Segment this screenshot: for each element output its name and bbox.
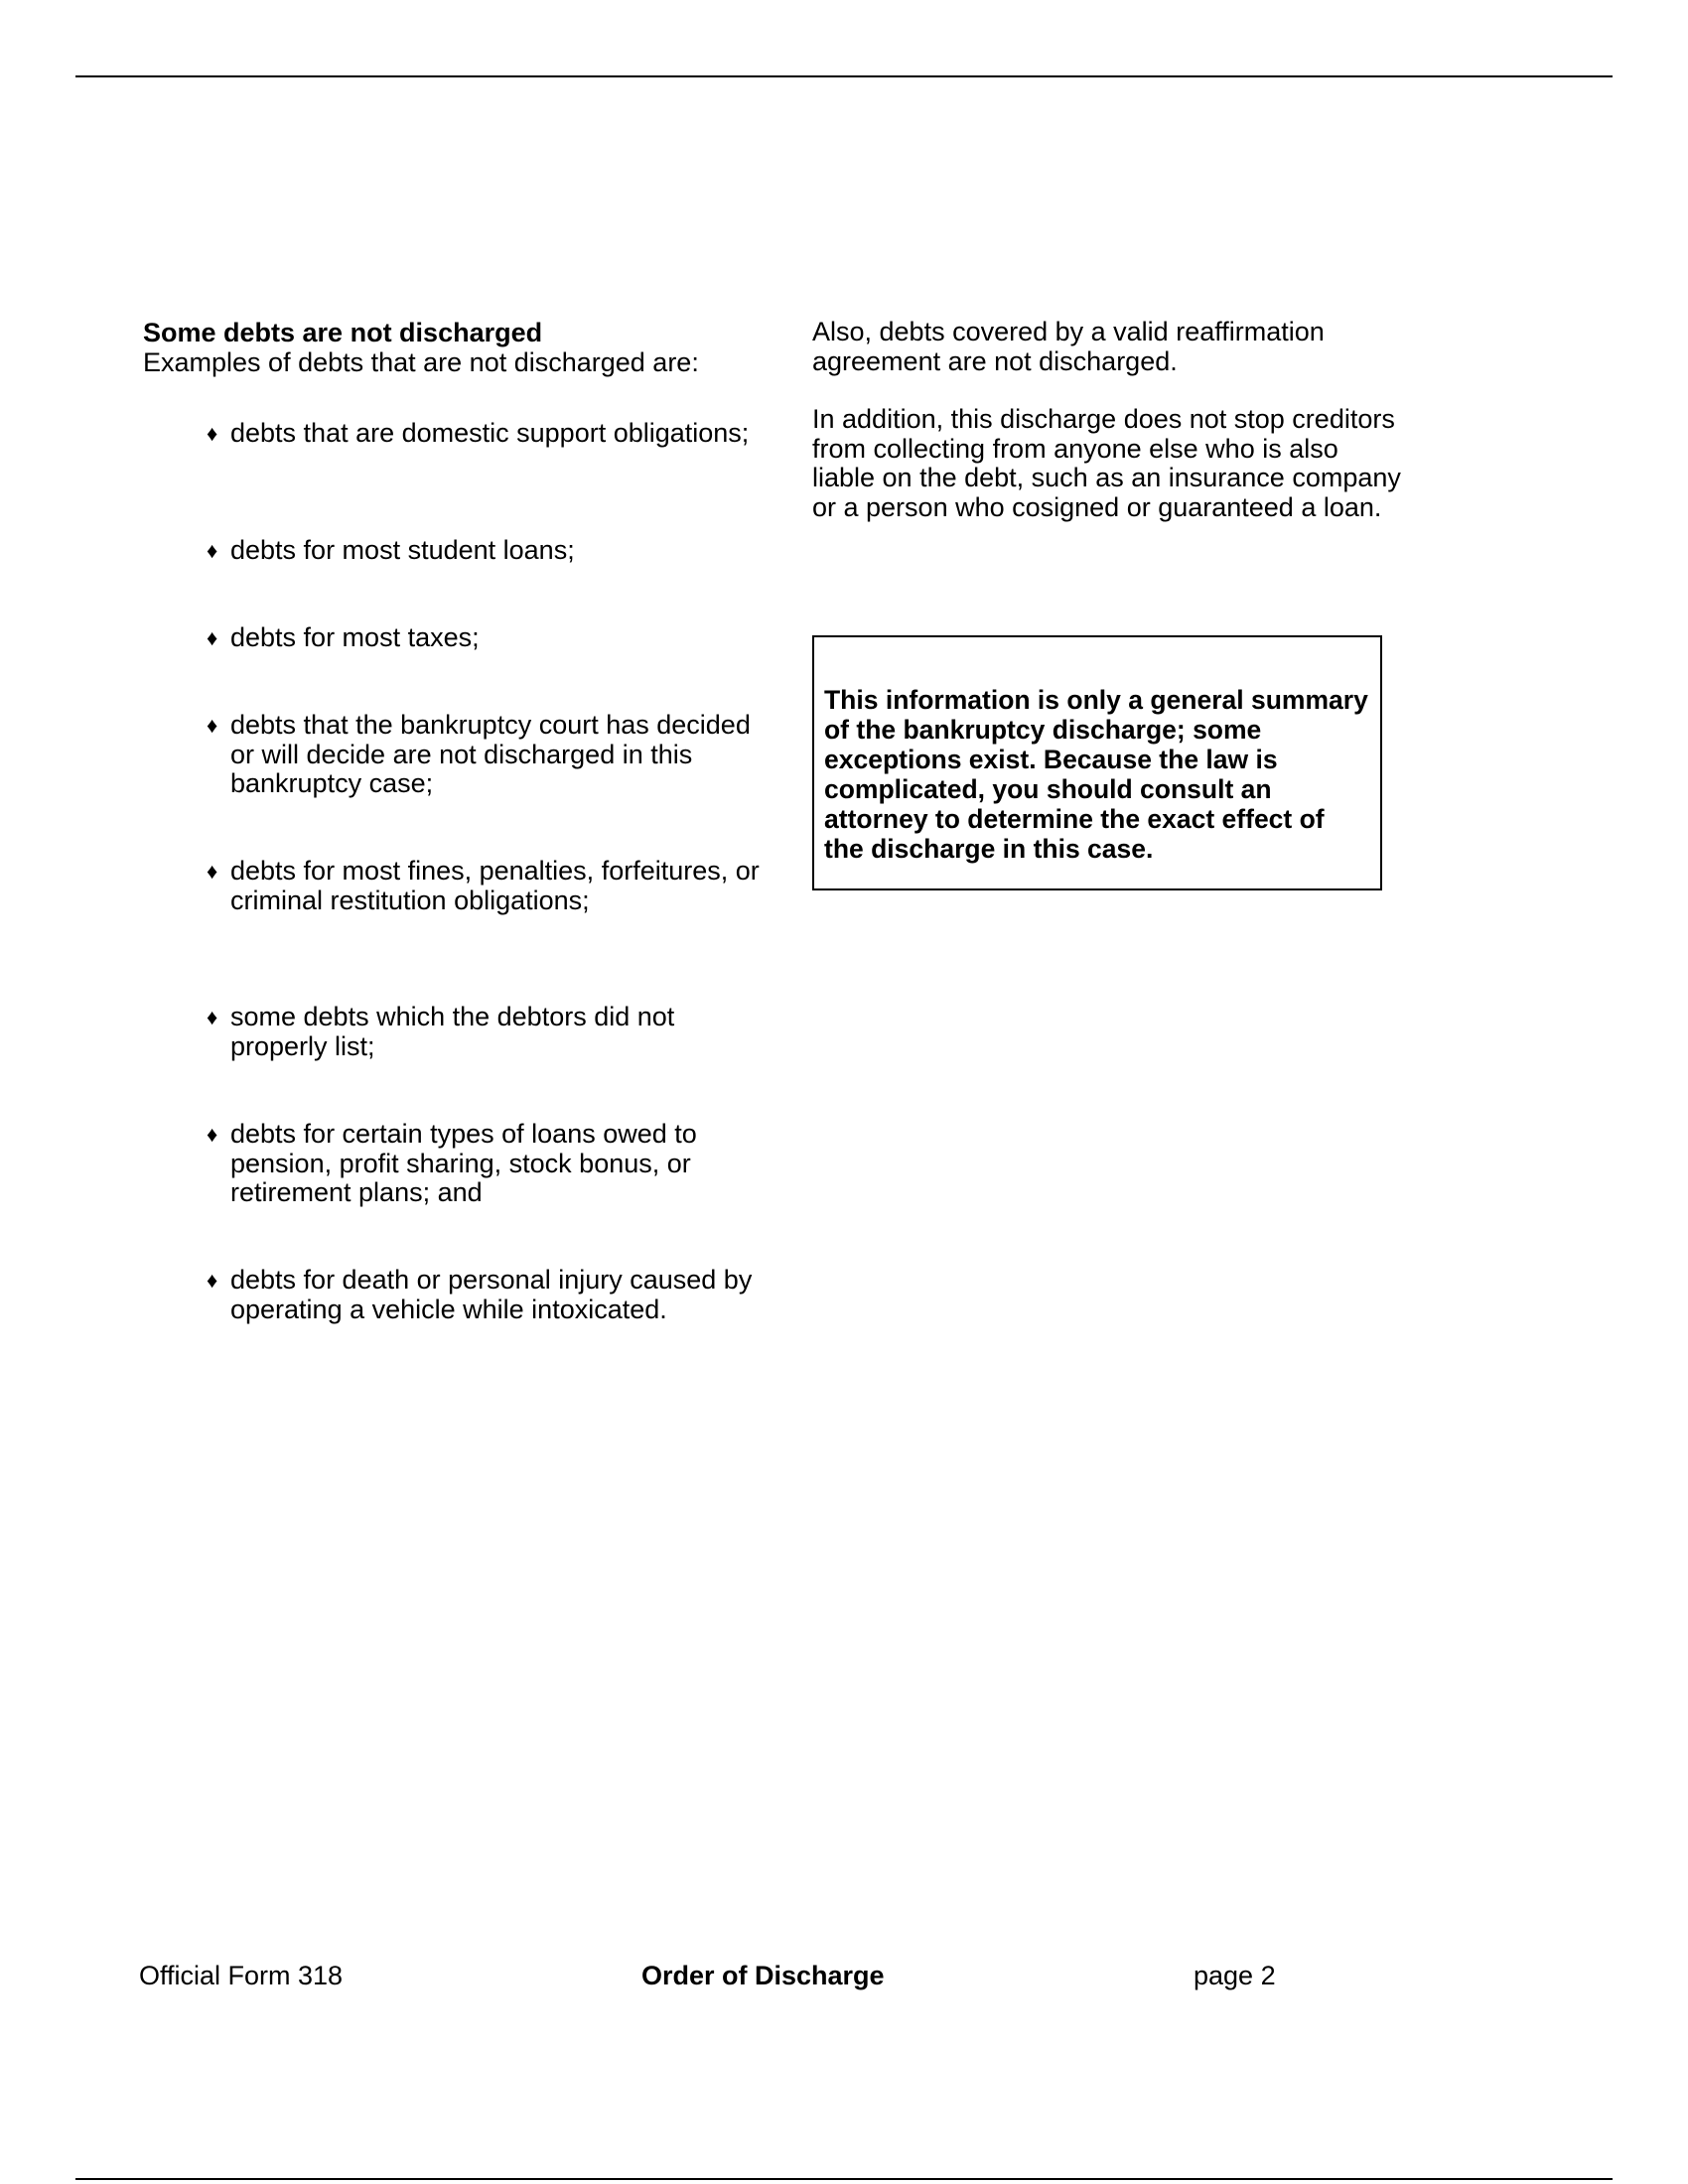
top-rule — [75, 75, 1613, 77]
list-item-text: debts that are domestic support obligations; — [230, 418, 750, 448]
footer-page-number: page 2 — [1194, 1961, 1276, 1990]
list-item — [207, 623, 767, 653]
bottom-rule — [75, 2178, 1613, 2180]
list-item — [207, 1266, 767, 1324]
diamond-bullet-icon: ♦ — [207, 625, 218, 650]
list-item-text: debts that the bankruptcy court has decided or will decide are not discharged in this bankruptcy case; — [230, 710, 751, 798]
footer-form-name: Official Form 318 — [139, 1961, 344, 1990]
list-item — [207, 857, 767, 915]
footer-document-title: Order of Discharge — [641, 1961, 885, 1990]
list-item-text: some debts which the debtors did not properly list; — [230, 1002, 675, 1061]
section-heading: Some debts are not discharged — [143, 318, 543, 347]
diamond-bullet-icon: ♦ — [207, 421, 218, 446]
diamond-bullet-icon: ♦ — [207, 538, 218, 563]
list-item — [207, 1120, 767, 1208]
diamond-bullet-icon: ♦ — [207, 1268, 218, 1293]
diamond-bullet-icon: ♦ — [207, 1122, 218, 1147]
non-discharged-debts-section — [143, 318, 760, 1324]
section-intro: Examples of debts that are not discharged are: — [143, 347, 699, 377]
co-liability-paragraph: In addition, this discharge does not stop creditors from collecting from anyone else who is also liable on the debt, such as an insurance company or a person who cosigned or guaranteed a loan. — [812, 404, 1401, 522]
reaffirmation-paragraph: Also, debts covered by a valid reaffirmation agreement are not discharged. — [812, 317, 1325, 376]
diamond-bullet-icon: ♦ — [207, 1005, 218, 1029]
list-item-text: debts for most student loans; — [230, 535, 575, 565]
list-item — [207, 536, 767, 566]
summary-notice-text: This information is only a general summary of the bankruptcy discharge; some exceptions exist. Because the law is complicated, you should consult an attorney to determine the exact effect of the discharge in this case. — [824, 685, 1368, 864]
list-item-text: debts for most taxes; — [230, 622, 480, 652]
diamond-bullet-icon: ♦ — [207, 713, 218, 738]
list-item-text: debts for certain types of loans owed to pension, profit sharing, stock bonus, or retirement plans; and — [230, 1119, 697, 1207]
list-item — [207, 419, 767, 449]
list-item-text: debts for death or personal injury caused by operating a vehicle while intoxicated. — [230, 1265, 753, 1324]
list-item — [207, 711, 767, 799]
summary-notice-box — [812, 635, 1382, 890]
diamond-bullet-icon: ♦ — [207, 859, 218, 884]
list-item — [207, 1003, 767, 1061]
list-item-text: debts for most fines, penalties, forfeitures, or criminal restitution obligations; — [230, 856, 760, 915]
